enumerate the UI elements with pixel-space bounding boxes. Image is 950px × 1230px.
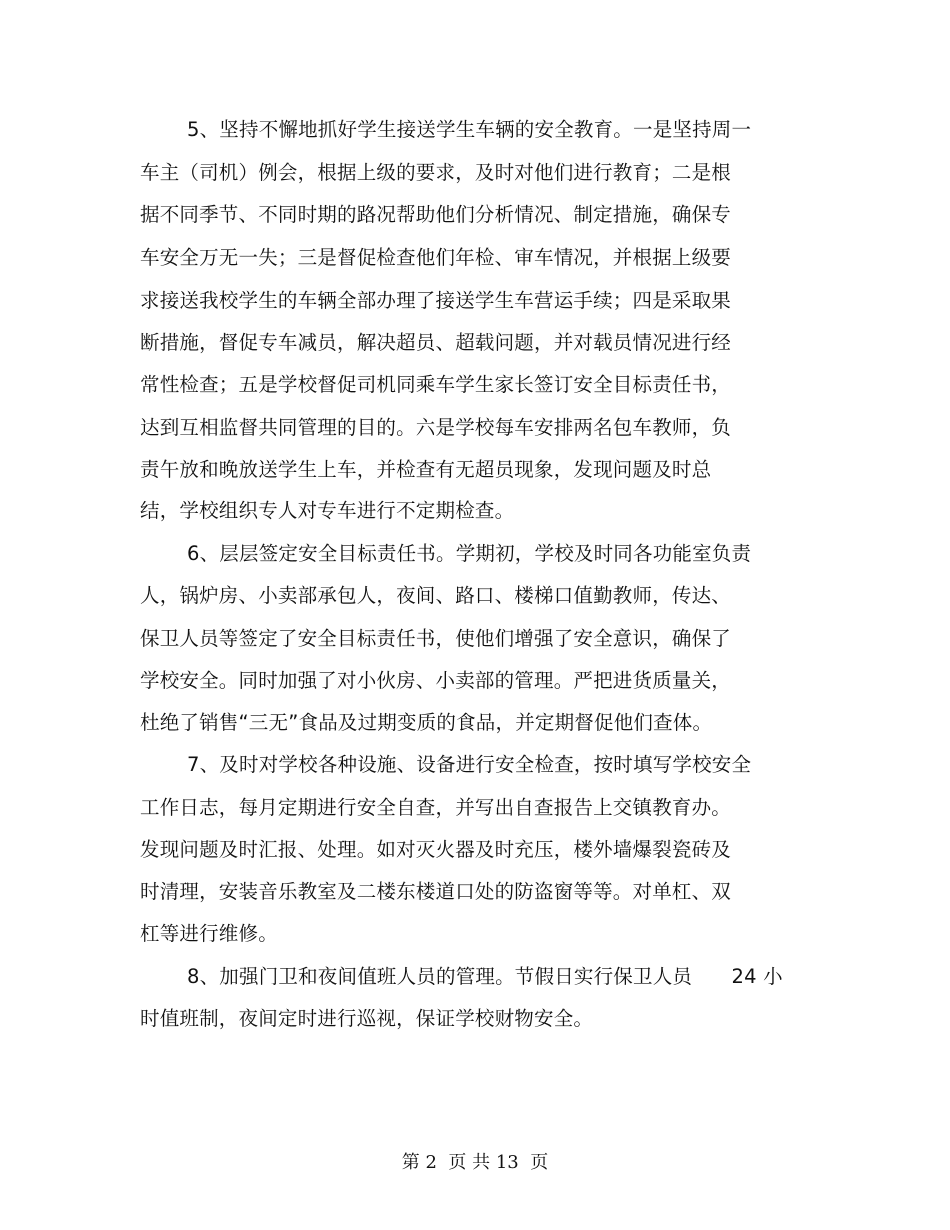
paragraph-line: 车主（司机）例会，根据上级的要求，及时对他们进行教育；二是根: [140, 161, 732, 184]
paragraph-line: 达到互相监督共同管理的目的。六是学校每车安排两名包车教师，负: [140, 416, 732, 439]
paragraph-line: 杠等进行维修。: [140, 922, 278, 945]
page-number-footer: 第 2 页 共 13 页: [401, 1152, 549, 1173]
paragraph-line: 时值班制，夜间定时进行巡视，保证学校财物安全。: [140, 1007, 594, 1030]
paragraph-line: 保卫人员等签定了安全目标责任书，使他们增强了安全意识，确保了: [140, 627, 732, 650]
paragraph-line: 工作日志，每月定期进行安全自查，并写出自查报告上交镇教育办。: [140, 796, 732, 819]
paragraph-line: 发现问题及时汇报、处理。如对灭火器及时充压，楼外墙爆裂瓷砖及: [140, 838, 732, 861]
paragraph-line: 求接送我校学生的车辆全部办理了接送学生车营运手续；四是采取果: [140, 289, 732, 312]
paragraph-line: 断措施，督促专车减员，解决超员、超载问题，并对载员情况进行经: [140, 331, 732, 354]
paragraph-line: 学校安全。同时加强了对小伙房、小卖部的管理。严把进货质量关，: [140, 669, 732, 692]
paragraph-line: 6、层层签定安全目标责任书。学期初，学校及时同各功能室负责: [187, 542, 752, 565]
paragraph-line: 人，锅炉房、小卖部承包人，夜间、路口、楼梯口值勤教师，传达、: [140, 584, 732, 607]
paragraph-line: 车安全万无一失；三是督促检查他们年检、审车情况，并根据上级要: [140, 246, 732, 269]
paragraph-line: 责午放和晚放送学生上车，并检查有无超员现象，发现问题及时总: [140, 458, 712, 481]
paragraph-line: 7、及时对学校各种设施、设备进行安全检查，按时填写学校安全: [187, 753, 752, 776]
paragraph-line: 常性检查；五是学校督促司机同乘车学生家长签订安全目标责任书，: [140, 373, 732, 396]
paragraph-line: 杜绝了销售“三无”食品及过期变质的食品，并定期督促他们查体。: [140, 711, 713, 734]
paragraph-line: 据不同季节、不同时期的路况帮助他们分析情况、制定措施，确保专: [140, 203, 732, 226]
paragraph-line: 时清理，安装音乐教室及二楼东楼道口处的防盗窗等等。对单杠、双: [140, 880, 732, 903]
paragraph-line: 结，学校组织专人对专车进行不定期检查。: [140, 499, 515, 522]
paragraph-line: 5、坚持不懈地抓好学生接送学生车辆的安全教育。一是坚持周一: [187, 118, 752, 141]
paragraph-line: 8、加强门卫和夜间值班人员的管理。节假日实行保卫人员 24 小: [187, 965, 783, 988]
